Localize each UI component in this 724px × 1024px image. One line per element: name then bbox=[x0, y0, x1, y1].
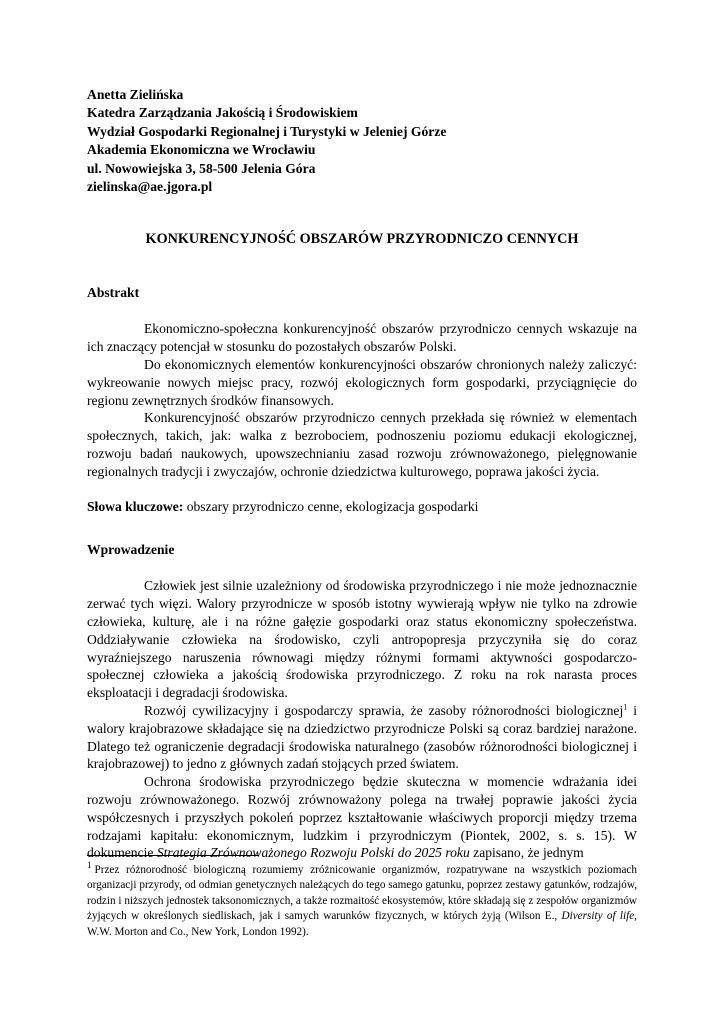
footnote bbox=[87, 860, 637, 940]
strategy-document-title: Strategia Zrównoważonego Rozwoju Polski do 2025 roku bbox=[156, 845, 470, 861]
footnote-ref[interactable]: 1 bbox=[623, 702, 628, 712]
author-block bbox=[87, 86, 637, 196]
intro-p2-text-a: Rozwój cywilizacyjny i gospodarczy sprawia, że zasoby różnorodności biologicznej bbox=[144, 702, 624, 718]
intro-paragraph-2 bbox=[87, 702, 637, 773]
author-department: Katedra Zarządzania Jakością i Środowiskiem bbox=[87, 105, 358, 121]
paper-title: KONKURENCYJNOŚĆ OBSZARÓW PRZYRODNICZO CENNYCH bbox=[145, 231, 579, 248]
footnote-text-b: W.W. Morton and Co., New York, London 1992). bbox=[87, 925, 309, 938]
author-faculty: Wydział Gospodarki Regionalnej i Turystyki w Jeleniej Górze bbox=[87, 123, 447, 139]
author-name: Anetta Zielińska bbox=[87, 87, 184, 102]
author-address: ul. Nowowiejska 3, 58-500 Jelenia Góra bbox=[87, 160, 316, 176]
abstract-paragraph: Do ekonomicznych elementów konkurencyjności obszarów chronionych należy zaliczyć: wykreowanie nowych miejsc pracy, rozwój ekologicznych form gospodarki, przyciągnięcie do regionu zewnętrznych środków finansowych. bbox=[87, 357, 637, 408]
intro-p3-text-b: zapisano, że jednym bbox=[469, 845, 584, 861]
keywords-text: obszary przyrodniczo cenne, ekologizacja gospodarki bbox=[183, 498, 479, 514]
intro-heading: Wprowadzenie bbox=[87, 542, 175, 558]
footnote-divider bbox=[87, 855, 259, 856]
footnote-text-a: Przez różnorodność biologiczną rozumiemy zróżnicowanie organizmów, rozpatrywane na wszystkich poziomach organizacji przyrody, od odmian genetycznych należących do tego samego gatunku, poprzez zestawy gatunków, rodzajów, rodzin i niższych jednostek taksonomicznych, a także rozmaitość ekosystemów, które składają się z zespołów organizmów żyjących w określonych siedliskach, jak i samych warunków fizycznych, w których żyją (Wilson E., bbox=[87, 864, 637, 923]
author-email: zielinska@ae.jgora.pl bbox=[87, 179, 213, 195]
intro-paragraph-1: Człowiek jest silnie uzależniony od środowiska przyrodniczego i nie może jednoznacznie zerwać tych więzi. Walory przyrodnicze w sposób istotny wywierają wpływ nie tylko na zdrowie człowieka, kulturę, ale i na różne gałęzie gospodarki oraz status ekonomiczny społeczeństwa. Oddziaływanie człowieka na środowisko, czyli antropopresja przyczyniła się do coraz wyraźniejszego naruszenia równowagi między różnymi formami aktywności gospodarczo-społecznej człowieka a jakością środowiska przyrodniczego. Z roku na rok narasta proces eksploatacji i degradacji środowiska. bbox=[87, 578, 637, 701]
intro-p3-text-a: Ochrona środowiska przyrodniczego będzie skuteczna w momencie wdrażania idei rozwoju zrównoważonego. Rozwój zrównoważony polega na trwałej poprawie jakości życia współczesnych i przyszłych pokoleń poprzez kształtowanie właściwych proporcji między trzema rodzajami kapitału: ekonomicznym, ludzkim i przyrodniczym (Piontek, 2002, s. s. 15). W dokumencie bbox=[87, 774, 637, 861]
abstract-paragraph: Konkurencyjność obszarów przyrodniczo cennych przekłada się również w elementach społecznych, takich, jak: walka z bezrobociem, podnoszeniu poziomu edukacji ekologicznej, rozwoju badań naukowych, upowszechnianiu zasad rozwoju zrównoważonego, pielęgnowanie regionalnych tradycji i zwyczajów, ochronie dziedzictwa kulturowego, poprawa jakości życia. bbox=[87, 410, 637, 479]
author-university: Akademia Ekonomiczna we Wrocławiu bbox=[87, 142, 316, 158]
footnote-mark: 1 bbox=[87, 860, 92, 871]
article-page bbox=[87, 86, 637, 862]
intro-body bbox=[87, 577, 637, 862]
abstract-paragraph: Ekonomiczno-społeczna konkurencyjność obszarów przyrodniczo cennych wskazuje na ich znaczący potencjał w stosunku do pozostałych obszarów Polski. bbox=[87, 321, 637, 355]
intro-p2-text-b: i walory krajobrazowe składające się na dziedzictwo przyrodnicze Polski są coraz bardziej narażone. Dlatego też ograniczenie degradacji środowiska naturalnego (zasobów różnorodności biologicznej i krajobrazowej) to jedno z głównych zadań stojących przed światem. bbox=[87, 702, 637, 772]
intro-paragraph-3 bbox=[87, 773, 637, 862]
keywords-label: Słowa kluczowe: bbox=[87, 498, 184, 514]
keywords bbox=[87, 498, 637, 516]
abstract-body bbox=[87, 320, 637, 480]
footnote-book-title: Diversity of life, bbox=[561, 910, 637, 923]
abstract-heading: Abstrakt bbox=[87, 285, 140, 301]
